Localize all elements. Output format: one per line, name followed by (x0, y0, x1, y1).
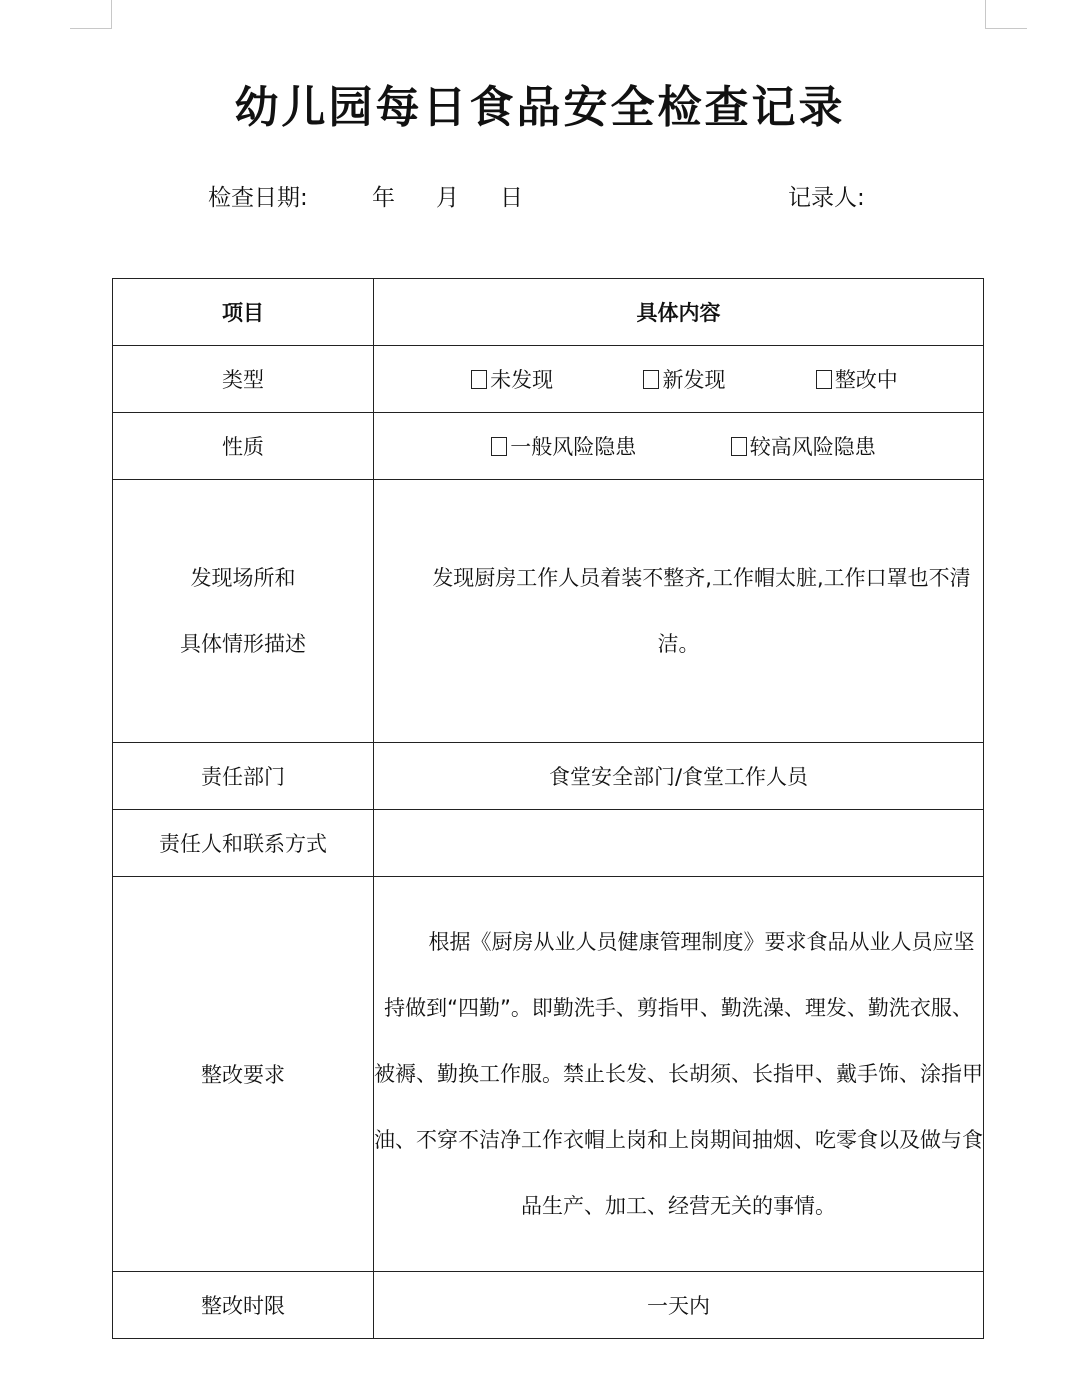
finding-label (113, 480, 374, 743)
nature-row (113, 413, 984, 480)
checkbox-icon[interactable] (491, 437, 507, 456)
finding-label-line1: 发现场所和 (190, 566, 296, 590)
requirement-description (374, 877, 984, 1272)
checkbox-icon[interactable] (471, 370, 487, 389)
type-row (113, 346, 984, 413)
crop-mark (70, 28, 112, 29)
option-label: 较高风险隐患 (749, 435, 876, 459)
recorder-label: 记录人: (788, 185, 865, 211)
person-label: 责任人和联系方式 (113, 810, 374, 877)
requirement-row (113, 877, 984, 1272)
requirement-text: 根据《厨房从业人员健康管理制度》要求食品从业人员应坚持做到“四勤”。即勤洗手、剪指甲、勤洗澡、理发、勤洗衣服、被褥、勤换工作服。禁止长发、长胡须、长指甲、戴手饰、涂指甲油、不穿不洁净工作衣帽上岗和上岗期间抽烟、吃零食以及做与食品生产、加工、经营无关的事情。 (374, 930, 983, 1218)
checkbox-icon[interactable] (816, 370, 832, 389)
date-label: 检查日期: (208, 185, 308, 211)
nature-options (374, 413, 984, 480)
checkbox-icon[interactable] (731, 437, 747, 456)
deadline-label: 整改时限 (113, 1272, 374, 1339)
page-title: 幼儿园每日食品安全检查记录 (234, 82, 846, 133)
header-item: 项目 (113, 279, 374, 346)
type-options (374, 346, 984, 413)
deadline-value: 一天内 (374, 1272, 984, 1339)
type-label: 类型 (113, 346, 374, 413)
inspection-table (112, 278, 984, 1339)
finding-label-line2: 具体情形描述 (180, 632, 306, 656)
finding-row (113, 480, 984, 743)
person-value[interactable] (374, 810, 984, 877)
person-row (113, 810, 984, 877)
nature-label: 性质 (113, 413, 374, 480)
crop-mark (111, 0, 112, 29)
header-content: 具体内容 (374, 279, 984, 346)
table-header-row (113, 279, 984, 346)
deadline-row (113, 1272, 984, 1339)
option-label: 新发现 (662, 368, 726, 392)
nature-option-higher[interactable] (731, 431, 876, 461)
requirement-label: 整改要求 (113, 877, 374, 1272)
type-option-rectifying[interactable] (816, 364, 898, 394)
date-day-label: 日 (500, 185, 523, 211)
type-option-new-found[interactable] (643, 364, 725, 394)
option-label: 未发现 (490, 368, 554, 392)
checkbox-icon[interactable] (643, 370, 659, 389)
finding-text: 发现厨房工作人员着装不整齐,工作帽太脏,工作口罩也不清洁。 (432, 566, 971, 656)
crop-mark (985, 28, 1027, 29)
department-row (113, 743, 984, 810)
date-year-label: 年 (372, 185, 395, 211)
type-option-not-found[interactable] (471, 364, 553, 394)
option-label: 一般风险隐患 (510, 435, 637, 459)
finding-description (374, 480, 984, 743)
department-label: 责任部门 (113, 743, 374, 810)
department-value: 食堂安全部门/食堂工作人员 (374, 743, 984, 810)
crop-mark (985, 0, 986, 29)
nature-option-general[interactable] (491, 431, 636, 461)
date-month-label: 月 (436, 185, 459, 211)
option-label: 整改中 (834, 368, 898, 392)
